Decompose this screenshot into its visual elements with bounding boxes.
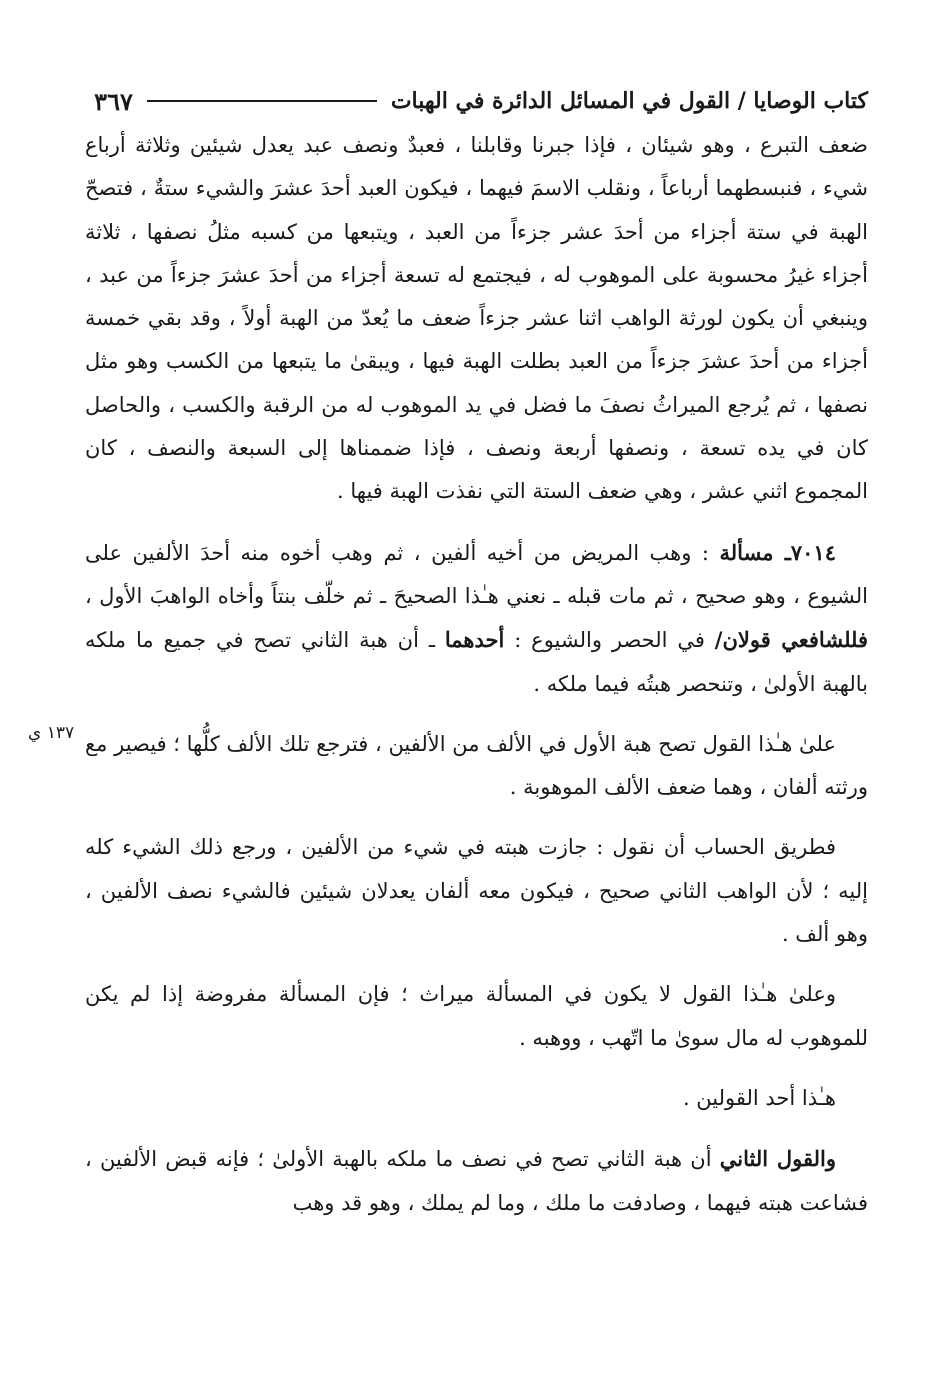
header-rule: [147, 100, 377, 102]
issue-number: ٧٠١٤ـ مسألة: [719, 539, 836, 565]
paragraph-second-view: [85, 1137, 868, 1225]
paragraph-calculation: فطريق الحساب أن نقول : جازت هبته في شيء من الألفين ، ورجع ذلك الشيء كله إليه ؛ لأن الواهب الثاني صحيح ، فيكون معه ألفان يعدلان شيئين فالشيء نصف الألفين ، وهو ألف .: [85, 835, 868, 947]
issue-text-3: ـ أن هبة الثاني تصح في جميع ما ملكه بالهبة الأولىٰ ، وتنحصر هبتُه فيما ملكه .: [85, 628, 868, 696]
paragraph-no-inheritance: وعلىٰ هـٰذا القول لا يكون في المسألة ميراث ؛ فإن المسألة مفروضة إذا لم يكن للموهوب له مال سوىٰ ما اتّهب ، ووهبه .: [85, 982, 868, 1050]
page-body: [85, 124, 868, 1225]
page-number: ٣٦٧: [94, 86, 133, 116]
running-header: [85, 80, 868, 122]
second-view-label: والقول الثاني: [719, 1146, 837, 1172]
first-view-label: أحدهما: [444, 627, 505, 653]
second-view-text: أن هبة الثاني تصح في نصف ما ملكه بالهبة الأولىٰ ؛ فإنه قبض الألفين ، فشاعت هبته فيهما ، وصادفت ما ملك ، وما لم يملك ، وهو قد وهب: [85, 1147, 868, 1215]
paragraph-first-view: علىٰ هـٰذا القول تصح هبة الأول في الألف من الألفين ، فترجع تلك الألف كلُّها ؛ فيصير مع ورثته ألفان ، وهما ضعف الألف الموهوبة .: [85, 731, 868, 800]
paragraph-one-view: هـٰذا أحد القولين .: [682, 1085, 836, 1110]
margin-reference: ١٣٧ ي: [28, 723, 75, 743]
header-title: كتاب الوصايا / القول في المسائل الدائرة في الهبات: [390, 88, 868, 114]
issue-text-2: في الحصر والشيوع :: [504, 628, 715, 653]
issue-text-1: : وهب المريض من أخيه ألفين ، ثم وهب أخوه منه أحدَ الألفين على الشيوع ، وهو صحيح ، ثم مات قبله ـ نعني هـٰذا الصحيحَ ـ ثم خلّف بنتاً وأخاه الواهبَ الأول ،: [85, 540, 868, 608]
paragraph-issue-7014: [85, 531, 868, 706]
paragraph-continuation: ضعف التبرع ، وهو شيئان ، فإذا جبرنا وقابلنا ، فعبدٌ ونصف عبد يعدل شيئين وثلاثة أرباع شيء ، فنبسطهما أرباعاً ، ونقلب الاسمَ فيهما ، فيكون العبد أحدَ عشرَ والشيء ستةٌ ، فتصحّ الهبة في ستة أجزاء من أحدَ عشر جزءاً من العبد ، ويتبعها من كسبه مثلُ نصفها ، ثلاثة أجزاء غيرُ محسوبة على الموهوب له ، فيجتمع له تسعة أجزاء من أحدَ عشرَ جزءاً من عبد ، وينبغي أن يكون لورثة الواهب اثنا عشر جزءاً ضعف ما يُعدّ من الهبة أولاً ، وقد بقي خمسة أجزاء من أحدَ عشرَ جزءاً من العبد بطلت الهبة فيها ، ويبقىٰ ما يتبعها من الكسب وهو مثل نصفها ، ثم يُرجع الميراثُ نصفَ ما فضل في يد الموهوب له من الرقبة والكسب ، والحاصل كان في يده تسعة ، ونصفها أربعة ونصف ، فإذا ضممناها إلى السبعة والنصف ، كان المجموع اثني عشر ، وهي ضعف الستة التي نفذت الهبة فيها .: [85, 133, 868, 504]
shafii-two-views: فللشافعي قولان/: [714, 627, 869, 653]
